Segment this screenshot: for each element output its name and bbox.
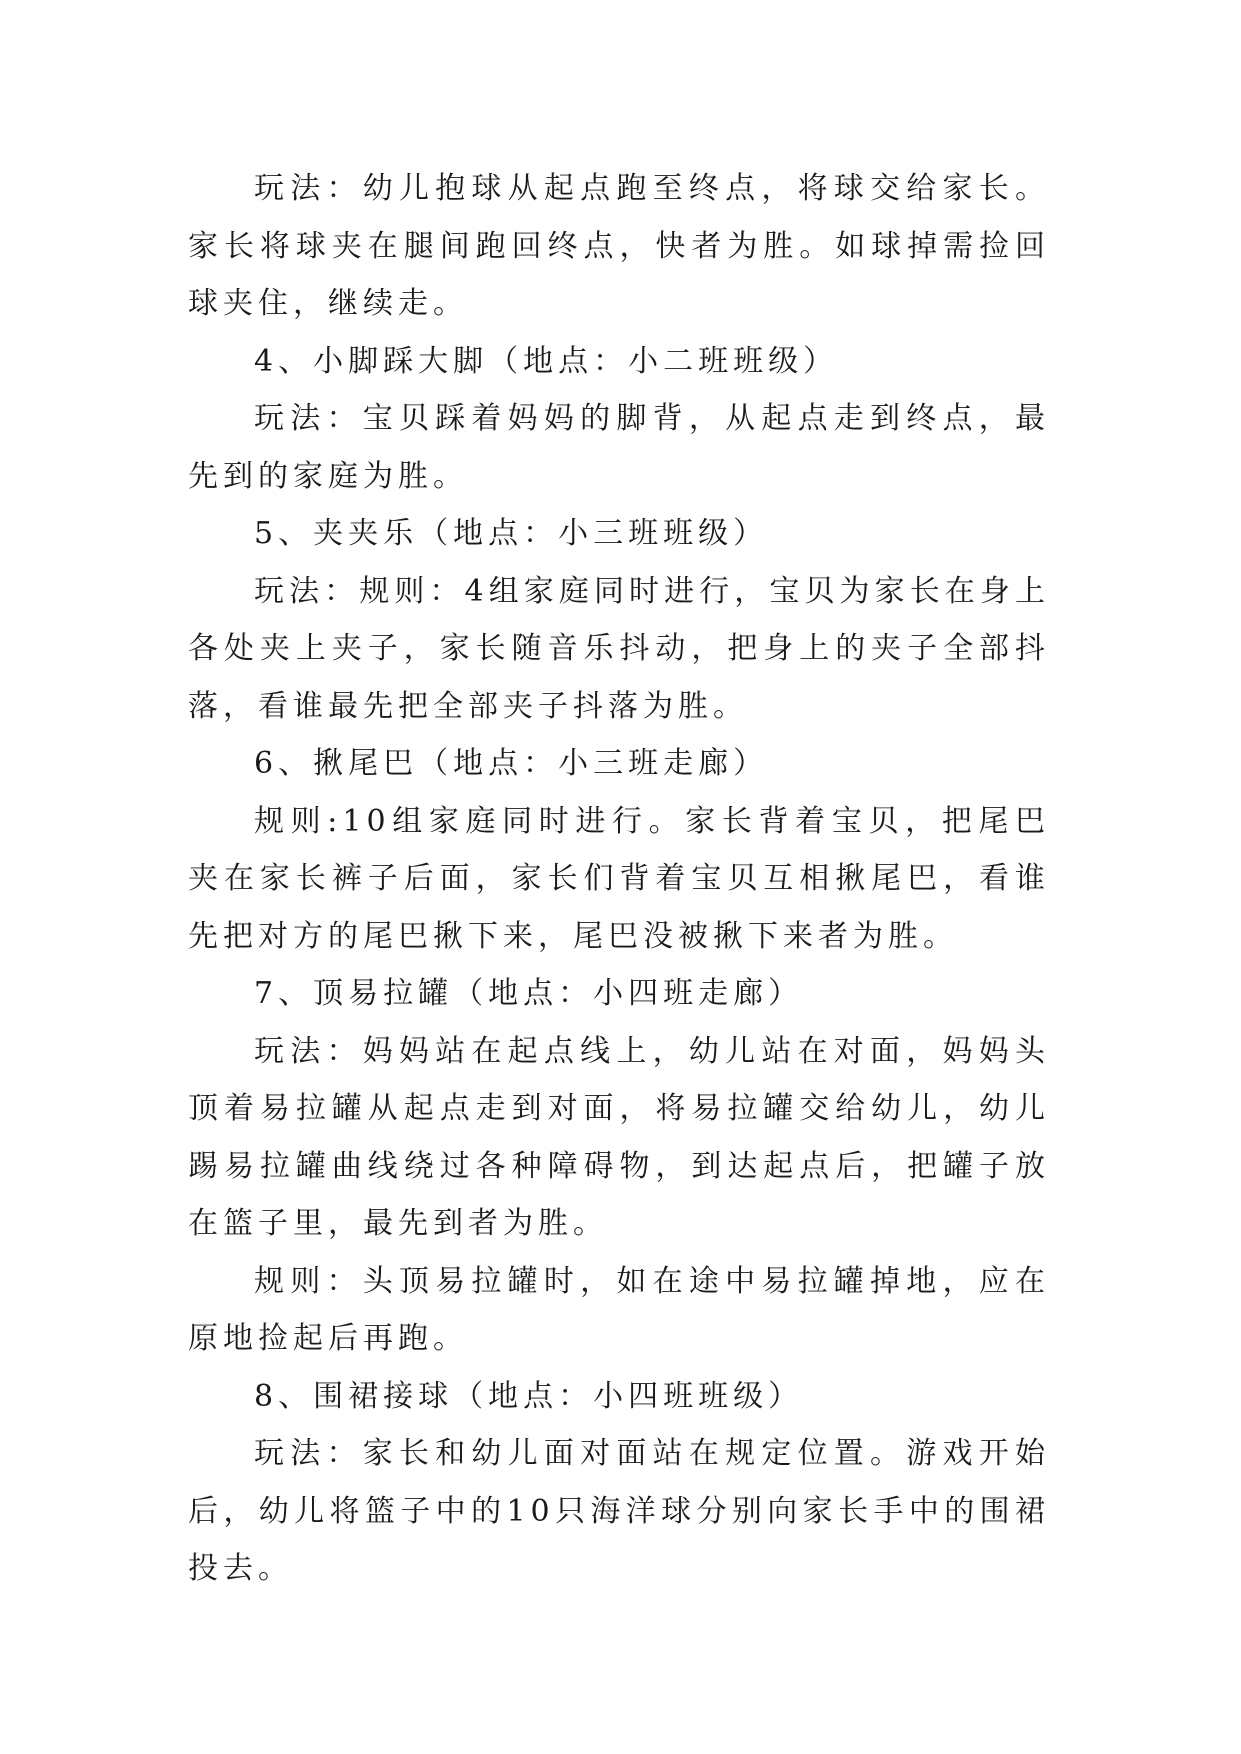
document-body <box>188 160 1050 1598</box>
paragraph-game4-rules: 玩法：宝贝踩着妈妈的脚背，从起点走到终点，最先到的家庭为胜。 <box>188 401 1050 494</box>
paragraph-game7-play: 玩法：妈妈站在起点线上，幼儿站在对面，妈妈头顶着易拉罐从起点走到对面，将易拉罐交给幼儿，幼儿踢易拉罐曲线绕过各种障碍物，到达起点后，把罐子放在篮子里，最先到者为胜。 <box>188 1033 1050 1241</box>
heading-game7: 7、顶易拉罐（地点：小四班走廊） <box>254 976 804 1011</box>
paragraph-game3-rules: 玩法：幼儿抱球从起点跑至终点，将球交给家长。家长将球夹在腿间跑回终点，快者为胜。如球掉需捡回球夹住，继续走。 <box>188 171 1050 321</box>
heading-game8: 8、围裙接球（地点：小四班班级） <box>254 1378 804 1414</box>
paragraph-game6-rules: 规则:10组家庭同时进行。家长背着宝贝，把尾巴夹在家长裤子后面，家长们背着宝贝互相揪尾巴，看谁先把对方的尾巴揪下来，尾巴没被揪下来者为胜。 <box>188 803 1050 954</box>
heading-game4: 4、小脚踩大脚（地点：小二班班级） <box>254 343 839 379</box>
paragraph-game7-rules: 规则：头顶易拉罐时，如在途中易拉罐掉地，应在原地捡起后再跑。 <box>188 1263 1050 1356</box>
paragraph-game8-play: 玩法：家长和幼儿面对面站在规定位置。游戏开始后，幼儿将篮子中的10只海洋球分别向家长手中的围裙投去。 <box>188 1436 1050 1586</box>
paragraph-game5-rules: 玩法：规则：4组家庭同时进行，宝贝为家长在身上各处夹上夹子，家长随音乐抖动，把身上的夹子全部抖落，看谁最先把全部夹子抖落为胜。 <box>188 573 1050 724</box>
heading-game6: 6、揪尾巴（地点：小三班走廊） <box>254 746 769 781</box>
heading-game5: 5、夹夹乐（地点：小三班班级） <box>254 516 769 551</box>
